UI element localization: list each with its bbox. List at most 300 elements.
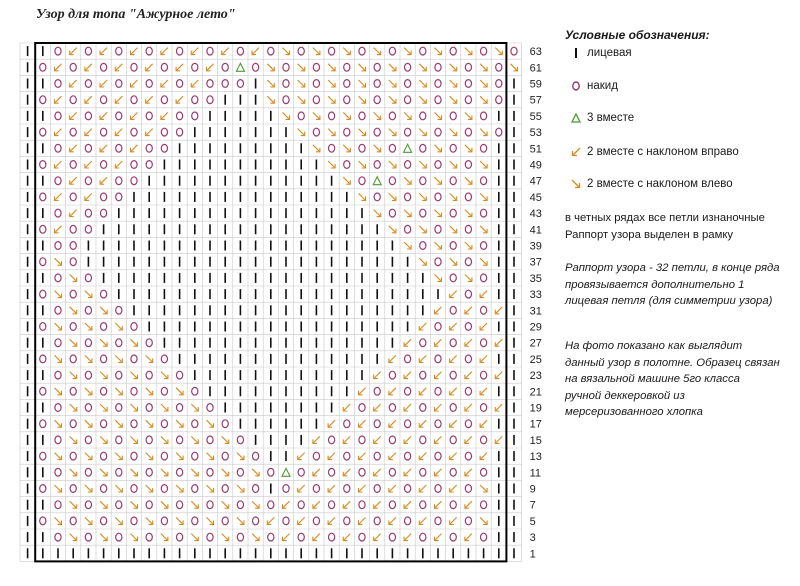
yarn-over [435, 96, 441, 104]
decrease-left [328, 161, 335, 168]
yarn-over [70, 323, 76, 331]
decrease-left [115, 485, 122, 492]
yarn-over [420, 404, 426, 412]
yarn-over [40, 63, 46, 71]
yarn-over [207, 533, 213, 541]
yarn-over [481, 306, 487, 314]
decrease-left [435, 242, 442, 249]
yarn-over [511, 47, 517, 55]
yarn-over [101, 161, 107, 169]
row-number: 47 [529, 175, 542, 188]
decrease-right [389, 485, 396, 492]
yarn-over [55, 436, 61, 444]
yarn-over [40, 161, 46, 169]
decrease-left [176, 388, 183, 395]
yarn-over [85, 274, 91, 282]
decrease-left [419, 193, 426, 200]
yarn-over [55, 144, 61, 152]
decrease-left [115, 355, 122, 362]
row-number: 27 [529, 337, 542, 350]
yarn-over [131, 96, 137, 104]
yarn-over [116, 80, 122, 88]
yarn-over [40, 258, 46, 266]
yarn-over [55, 468, 61, 476]
decrease-right [420, 323, 427, 330]
row-number: 3 [529, 532, 536, 545]
decrease-left [328, 80, 335, 87]
yarn-over [465, 387, 471, 395]
yarn-over [344, 63, 350, 71]
yarn-over [435, 161, 441, 169]
decrease-right [435, 534, 442, 541]
yarn-over [237, 47, 243, 55]
decrease-right [101, 48, 108, 55]
decrease-left [283, 48, 290, 55]
yarn-over [313, 128, 319, 136]
note-even-rows [565, 210, 795, 243]
yarn-over [85, 501, 91, 509]
yarn-over [55, 306, 61, 314]
decrease-right [146, 96, 153, 103]
yarn-over [481, 533, 487, 541]
yarn-over [177, 436, 183, 444]
chart-title: Узор для топа "Ажурное лето" [36, 7, 236, 22]
yarn-over [207, 80, 213, 88]
row-number: 41 [529, 224, 542, 237]
yarn-over [283, 517, 289, 525]
decrease-left [480, 96, 487, 103]
decrease-right [359, 485, 366, 492]
decrease-left [404, 177, 411, 184]
decrease-left [207, 517, 214, 524]
decrease-left [100, 404, 107, 411]
decrease-right [313, 436, 320, 443]
yarn-over [420, 468, 426, 476]
decrease-right [344, 404, 351, 411]
decrease-right [85, 64, 92, 71]
decrease-right [268, 517, 275, 524]
decrease-right [298, 453, 305, 460]
yarn-over [435, 80, 441, 88]
decrease-right [85, 96, 92, 103]
yarn-over [405, 161, 411, 169]
yarn-over [420, 533, 426, 541]
yarn-over [359, 404, 365, 412]
yarn-over [40, 420, 46, 428]
decrease-left [298, 64, 305, 71]
decrease-left [252, 469, 259, 476]
note-repeat [565, 260, 795, 310]
yarn-over [359, 501, 365, 509]
decrease-right [85, 193, 92, 200]
yarn-over [420, 242, 426, 250]
decrease-left [343, 48, 350, 55]
yarn-over [450, 112, 456, 120]
yarn-over [405, 128, 411, 136]
decrease-left [176, 517, 183, 524]
yarn-over [313, 452, 319, 460]
decrease-right [374, 372, 381, 379]
yarn-over [389, 501, 395, 509]
decrease-left [480, 129, 487, 136]
decrease-right [101, 80, 108, 87]
yarn-over [85, 225, 91, 233]
yarn-over [131, 420, 137, 428]
decrease-right [359, 388, 366, 395]
yarn-over [268, 47, 274, 55]
decrease-right [146, 64, 153, 71]
decrease-left [435, 210, 442, 217]
decrease-right [116, 129, 123, 136]
yarn-over [237, 501, 243, 509]
yarn-over [283, 80, 289, 88]
decrease-right [496, 436, 503, 443]
row-number: 13 [529, 451, 542, 464]
decrease-right [465, 534, 472, 541]
decrease-left [450, 64, 457, 71]
yarn-over [435, 258, 441, 266]
yarn-over [481, 47, 487, 55]
decrease-left [267, 64, 274, 71]
decrease-right [420, 388, 427, 395]
yarn-over [465, 63, 471, 71]
row-number: 19 [529, 402, 542, 415]
yarn-over [116, 177, 122, 185]
decrease-right [435, 404, 442, 411]
yarn-over [237, 436, 243, 444]
decrease-left [252, 501, 259, 508]
yarn-over [222, 452, 228, 460]
yarn-over [389, 371, 395, 379]
decrease-right [450, 323, 457, 330]
yarn-over [465, 80, 471, 88]
yarn-over [329, 144, 335, 152]
decrease-right [70, 177, 77, 184]
decrease-left [191, 534, 198, 541]
decrease-right [146, 129, 153, 136]
yarn-over [40, 517, 46, 525]
decrease-right [85, 129, 92, 136]
legend-label-yarn-over: накид [587, 80, 618, 92]
decrease-right [131, 145, 138, 152]
row-number: 35 [529, 272, 542, 285]
decrease-left [328, 129, 335, 136]
decrease-right [481, 323, 488, 330]
legend-item-yarn-over [565, 78, 618, 94]
triple-decrease [404, 144, 412, 152]
yarn-over [40, 96, 46, 104]
decrease-right [70, 145, 77, 152]
yarn-over [101, 452, 107, 460]
yarn-over [237, 533, 243, 541]
yarn-over [450, 436, 456, 444]
legend-label-triple: 3 вместе [587, 112, 635, 124]
yarn-over [420, 177, 426, 185]
yarn-over [40, 128, 46, 136]
yarn-over [131, 517, 137, 525]
yarn-over [389, 177, 395, 185]
decrease-left [161, 534, 168, 541]
yarn-over [450, 209, 456, 217]
yarn-over [420, 144, 426, 152]
yarn-over [70, 355, 76, 363]
decrease-left [85, 420, 92, 427]
decrease-left [374, 112, 381, 119]
row-number: 53 [529, 127, 542, 140]
yarn-over [70, 225, 76, 233]
yarn-over [85, 209, 91, 217]
triangle-icon [565, 112, 587, 124]
decrease-right [192, 80, 199, 87]
decrease-left [359, 193, 366, 200]
yarn-over [313, 80, 319, 88]
yarn-over [207, 436, 213, 444]
yarn-over [496, 128, 502, 136]
decrease-right [420, 420, 427, 427]
arrow-down-right-icon [565, 178, 587, 190]
yarn-over [131, 452, 137, 460]
decrease-left [222, 501, 229, 508]
yarn-over [131, 161, 137, 169]
yarn-over [146, 436, 152, 444]
yarn-over [161, 420, 167, 428]
decrease-right [344, 436, 351, 443]
yarn-over [101, 485, 107, 493]
row-number: 29 [529, 321, 542, 334]
decrease-right [359, 453, 366, 460]
note-line: лицевая петля (для симметрии узора) [565, 295, 773, 307]
decrease-right [55, 161, 62, 168]
yarn-over [268, 468, 274, 476]
decrease-right [298, 485, 305, 492]
yarn-over [450, 533, 456, 541]
decrease-right [435, 307, 442, 314]
yarn-over [146, 533, 152, 541]
decrease-left [161, 372, 168, 379]
yarn-over [465, 193, 471, 201]
yarn-over [465, 128, 471, 136]
decrease-right [283, 501, 290, 508]
decrease-right [55, 96, 62, 103]
yarn-over [435, 452, 441, 460]
yarn-over [55, 112, 61, 120]
decrease-left [85, 517, 92, 524]
yarn-over [177, 404, 183, 412]
yarn-over [116, 533, 122, 541]
yarn-over [268, 533, 274, 541]
decrease-right [450, 291, 457, 298]
decrease-left [450, 193, 457, 200]
yarn-over [389, 533, 395, 541]
yarn-over [496, 96, 502, 104]
decrease-left [450, 129, 457, 136]
row-number: 5 [529, 515, 536, 528]
yarn-over [435, 517, 441, 525]
decrease-right [161, 112, 168, 119]
decrease-left [495, 48, 502, 55]
yarn-over [55, 533, 61, 541]
yarn-over [283, 63, 289, 71]
row-number: 9 [529, 483, 536, 496]
decrease-left [85, 355, 92, 362]
decrease-left [85, 453, 92, 460]
yarn-over [450, 339, 456, 347]
decrease-left [191, 469, 198, 476]
note-line: мерсеризованного хлопка [565, 406, 703, 418]
yarn-over [450, 47, 456, 55]
decrease-left [450, 226, 457, 233]
yarn-over [101, 420, 107, 428]
decrease-right [374, 501, 381, 508]
decrease-right [374, 534, 381, 541]
decrease-left [480, 80, 487, 87]
legend-item-decrease-right [565, 144, 739, 160]
row-number: 31 [529, 305, 542, 318]
decrease-right [450, 420, 457, 427]
yarn-over [481, 144, 487, 152]
yarn-over [405, 517, 411, 525]
yarn-over [222, 485, 228, 493]
yarn-over [116, 468, 122, 476]
decrease-left [191, 436, 198, 443]
yarn-over [177, 128, 183, 136]
decrease-left [70, 339, 77, 346]
yarn-over [40, 290, 46, 298]
row-number: 7 [529, 499, 536, 512]
yarn-over [207, 501, 213, 509]
decrease-right [496, 307, 503, 314]
decrease-right [329, 420, 336, 427]
decrease-right [465, 372, 472, 379]
decrease-left [404, 48, 411, 55]
yarn-over [435, 193, 441, 201]
yarn-over [131, 387, 137, 395]
decrease-left [55, 420, 62, 427]
yarn-over [268, 501, 274, 509]
decrease-left [100, 339, 107, 346]
yarn-over [116, 144, 122, 152]
decrease-left [131, 339, 138, 346]
yarn-over [116, 404, 122, 412]
decrease-right [450, 355, 457, 362]
yarn-over [298, 468, 304, 476]
yarn-over [85, 404, 91, 412]
decrease-left [480, 517, 487, 524]
decrease-right [207, 64, 214, 71]
yarn-over [389, 144, 395, 152]
yarn-over [329, 501, 335, 509]
yarn-over [389, 436, 395, 444]
yarn-over [298, 112, 304, 120]
decrease-left [435, 48, 442, 55]
yarn-over [450, 404, 456, 412]
decrease-left [511, 64, 518, 71]
decrease-left [237, 517, 244, 524]
yarn-over [55, 404, 61, 412]
yarn-over [85, 80, 91, 88]
decrease-right [496, 339, 503, 346]
decrease-right [481, 355, 488, 362]
decrease-right [253, 48, 260, 55]
yarn-over [55, 371, 61, 379]
yarn-over [481, 371, 487, 379]
decrease-left [389, 64, 396, 71]
decrease-left [161, 469, 168, 476]
decrease-left [450, 258, 457, 265]
yarn-over [70, 387, 76, 395]
yarn-over [298, 533, 304, 541]
yarn-over [313, 485, 319, 493]
decrease-left [176, 485, 183, 492]
decrease-left [450, 80, 457, 87]
decrease-left [328, 96, 335, 103]
decrease-right [465, 339, 472, 346]
yarn-over [344, 485, 350, 493]
yarn-over [55, 274, 61, 282]
yarn-over [389, 209, 395, 217]
yarn-over [70, 128, 76, 136]
arrow-down-left-icon [565, 146, 587, 158]
decrease-left [176, 453, 183, 460]
decrease-right [329, 485, 336, 492]
yarn-over [40, 355, 46, 363]
legend-item-decrease-left [565, 176, 733, 192]
yarn-over [465, 420, 471, 428]
yarn-over [70, 193, 76, 201]
yarn-over [85, 47, 91, 55]
decrease-right [435, 436, 442, 443]
decrease-left [207, 420, 214, 427]
decrease-left [313, 48, 320, 55]
yarn-over [481, 468, 487, 476]
yarn-over [146, 339, 152, 347]
decrease-left [359, 129, 366, 136]
yarn-over [359, 112, 365, 120]
legend [565, 28, 795, 418]
yarn-over [101, 63, 107, 71]
decrease-right [465, 404, 472, 411]
yarn-over [420, 501, 426, 509]
yarn-over-icon [565, 80, 587, 92]
decrease-right [131, 112, 138, 119]
decrease-left [131, 404, 138, 411]
yarn-over [161, 63, 167, 71]
decrease-left [237, 453, 244, 460]
decrease-left [70, 469, 77, 476]
yarn-over [465, 258, 471, 266]
decrease-left [313, 145, 320, 152]
legend-item-triple [565, 110, 634, 126]
yarn-over [313, 96, 319, 104]
yarn-over [70, 420, 76, 428]
yarn-over [192, 452, 198, 460]
yarn-over [481, 501, 487, 509]
yarn-over [344, 161, 350, 169]
yarn-over [359, 468, 365, 476]
legend-label-decrease-left: 2 вместе с наклоном влево [587, 178, 733, 190]
decrease-left [146, 388, 153, 395]
yarn-over [465, 161, 471, 169]
yarn-over [192, 420, 198, 428]
decrease-left [328, 64, 335, 71]
yarn-over [298, 47, 304, 55]
decrease-right [374, 404, 381, 411]
yarn-over [450, 468, 456, 476]
decrease-left [131, 534, 138, 541]
yarn-over [313, 517, 319, 525]
yarn-over [40, 485, 46, 493]
decrease-left [465, 112, 472, 119]
